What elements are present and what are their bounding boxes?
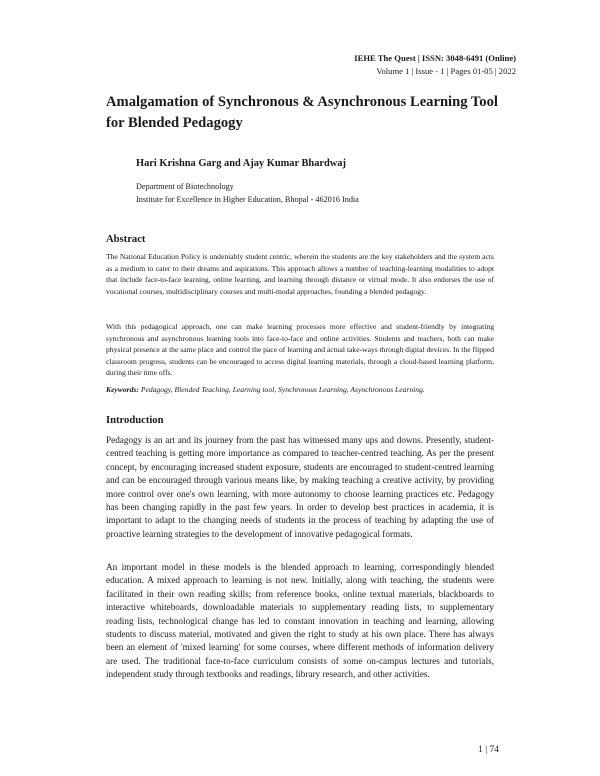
journal-title-line: IEHE The Quest | ISSN: 3048-6491 (Online): [354, 53, 516, 63]
author-affiliation: [136, 181, 359, 206]
affiliation-institute: Institute for Excellence in Higher Education, Bhopal - 462016 India: [136, 194, 359, 204]
abstract-heading: Abstract: [106, 234, 146, 245]
introduction-heading: Introduction: [106, 415, 164, 426]
keywords: [106, 384, 494, 396]
abstract-paragraph-1: The National Education Policy is undeniably student centric, wherein the students are the key stakeholders and the system acts as a medium to cater to their dreams and aspirations. This approach allows a number of teaching-learning modalities to adopt that include face-to-face learning, online learning, and learning through distance or virtual mode. It also endorses the use of vocational courses, multidisciplinary courses and multi-modal approaches, founding a blended pedagogy.: [106, 252, 494, 296]
journal-issue-line: Volume 1 | Issue - 1 | Pages 01-05 | 2022: [376, 66, 516, 76]
introduction-paragraph-2: An important model in these models is the blended approach to learning, correspondingly blended education. A mixed approach to learning is not new. Initially, along with teaching, the students were facilitated in their own reading skills; from reference books, online textual materials, blackboards to interactive whiteboards, downloadable materials to supplementary reading lists, to supplementary reading lists, technological change has led to constant innovation in teaching and learning, allowing students to discuss material, motivated and given the right to study at his own place. There has always been an element of 'mixed learning' for some courses, where different methods of information delivery are used. The traditional face-to-face curriculum consists of some on-campus lectures and tutorials, independent study through textbooks and readings, library research, and other activities.: [106, 562, 494, 680]
keywords-label: Keywords:: [106, 385, 139, 394]
page-number: 1 | 74: [478, 745, 499, 755]
paper-authors: Hari Krishna Garg and Ajay Kumar Bhardwaj: [136, 158, 346, 169]
keywords-list: Pedagogy, Blended Teaching, Learning tool, Synchronous Learning, Asynchronous Learning.: [140, 385, 425, 394]
introduction-paragraph-1: Pedagogy is an art and its journey from the past has witnessed many ups and downs. Presently, student-centred teaching is getting more importance as compared to teacher-centred teaching. As per the present concept, by encouraging increased student exposure, students are encouraged to student-centred learning and can be encouraged through various means like, by making teaching a creative activity, by providing more control over one's own learning, with more autonomy to choose learning practices etc. Pedagogy has been changing rapidly in the past few years. In order to develop best practices in academia, it is important to adapt to the changing needs of students in the process of teaching by adapting the use of proactive learning strategies to the development of innovative pedagogical formats.: [106, 435, 494, 539]
paper-title: Amalgamation of Synchronous & Asynchronous Learning Tool for Blended Pedagogy: [106, 94, 498, 131]
affiliation-department: Department of Biotechnology: [136, 182, 234, 191]
abstract-paragraph-2: With this pedagogical approach, one can make learning processes more effective and student-friendly by integrating synchronous and asynchronous learning tools into face-to-face and online activities. Students and teachers, both can make physical presence at the same place and control the pace of learning and actual take-ways through digital devices. In the flipped classroom progress, students can be encouraged to access digital learning materials, through a cloud-based learning platform, during their time offs.: [106, 322, 494, 377]
journal-header: [354, 52, 516, 78]
